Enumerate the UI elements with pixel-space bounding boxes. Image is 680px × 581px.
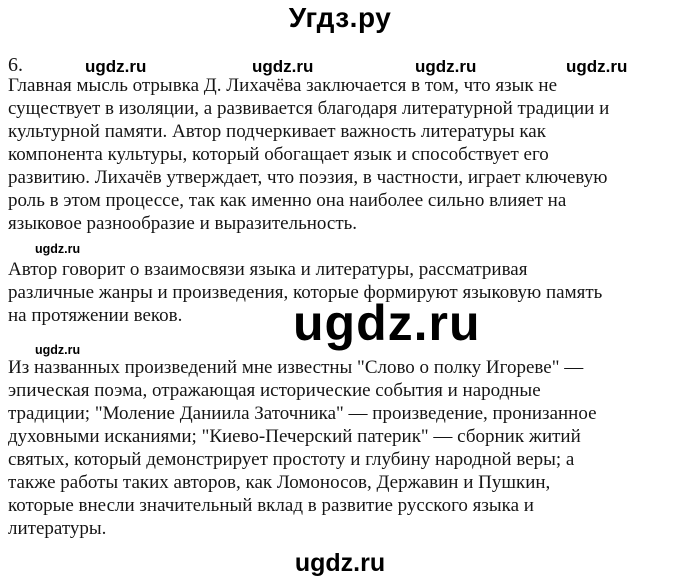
answer-paragraph-3 xyxy=(8,356,597,540)
answer-line: на протяжении веков. xyxy=(8,305,183,326)
answer-line: святых, который демонстрирует простоту и глубину народной веры; а xyxy=(8,449,575,470)
exercise-number: 6. xyxy=(8,54,23,76)
watermark-top-2: ugdz.ru xyxy=(252,57,314,76)
answer-line: развитию. Лихачёв утверждает, что поэзия, в частности, играет ключевую xyxy=(8,167,608,188)
watermark-top-4: ugdz.ru xyxy=(566,57,628,76)
answer-line: роль в этом процессе, так как именно она наиболее сильно влияет на xyxy=(8,190,567,211)
watermark-small-1: ugdz.ru xyxy=(35,242,81,256)
answer-line: различные жанры и произведения, которые формируют языковую память xyxy=(8,282,603,303)
answer-line: Автор говорит о взаимосвязи языка и литературы, рассматривая xyxy=(8,259,528,280)
answer-line: также работы таких авторов, как Ломоносов, Державин и Пушкин, xyxy=(8,472,551,493)
answer-line: литературы. xyxy=(8,518,107,539)
answer-line: культурной памяти. Автор подчеркивает важность литературы как xyxy=(8,121,546,142)
answer-line: эпическая поэма, отражающая исторические события и народные xyxy=(8,380,541,401)
watermark-top-1: ugdz.ru xyxy=(85,57,147,76)
watermark-large: ugdz.ru xyxy=(293,295,481,351)
answer-line: компонента культуры, который обогащает язык и способствует его xyxy=(8,144,549,165)
answer-line: традиции; "Моление Даниила Заточника" — произведение, пронизанное xyxy=(8,403,597,424)
watermark-top-3: ugdz.ru xyxy=(415,57,477,76)
site-title: Угдз.ру xyxy=(288,2,392,33)
watermark-bottom: ugdz.ru xyxy=(294,549,386,577)
answer-line: существует в изоляции, а развивается благодаря литературной традиции и xyxy=(8,98,610,119)
answer-line: Из названных произведений мне известны "Слово о полку Игореве" — xyxy=(8,357,584,378)
watermark-small-2: ugdz.ru xyxy=(35,343,81,357)
answer-line: Главная мысль отрывка Д. Лихачёва заключается в том, что язык не xyxy=(8,75,558,96)
answer-line: которые внесли значительный вклад в развитие русского языка и xyxy=(8,495,534,516)
answer-paragraph-1 xyxy=(8,74,609,235)
answer-line: языковое разнообразие и выразительность. xyxy=(8,213,358,234)
answer-line: духовными исканиями; "Киево-Печерский патерик" — сборник житий xyxy=(8,426,581,447)
